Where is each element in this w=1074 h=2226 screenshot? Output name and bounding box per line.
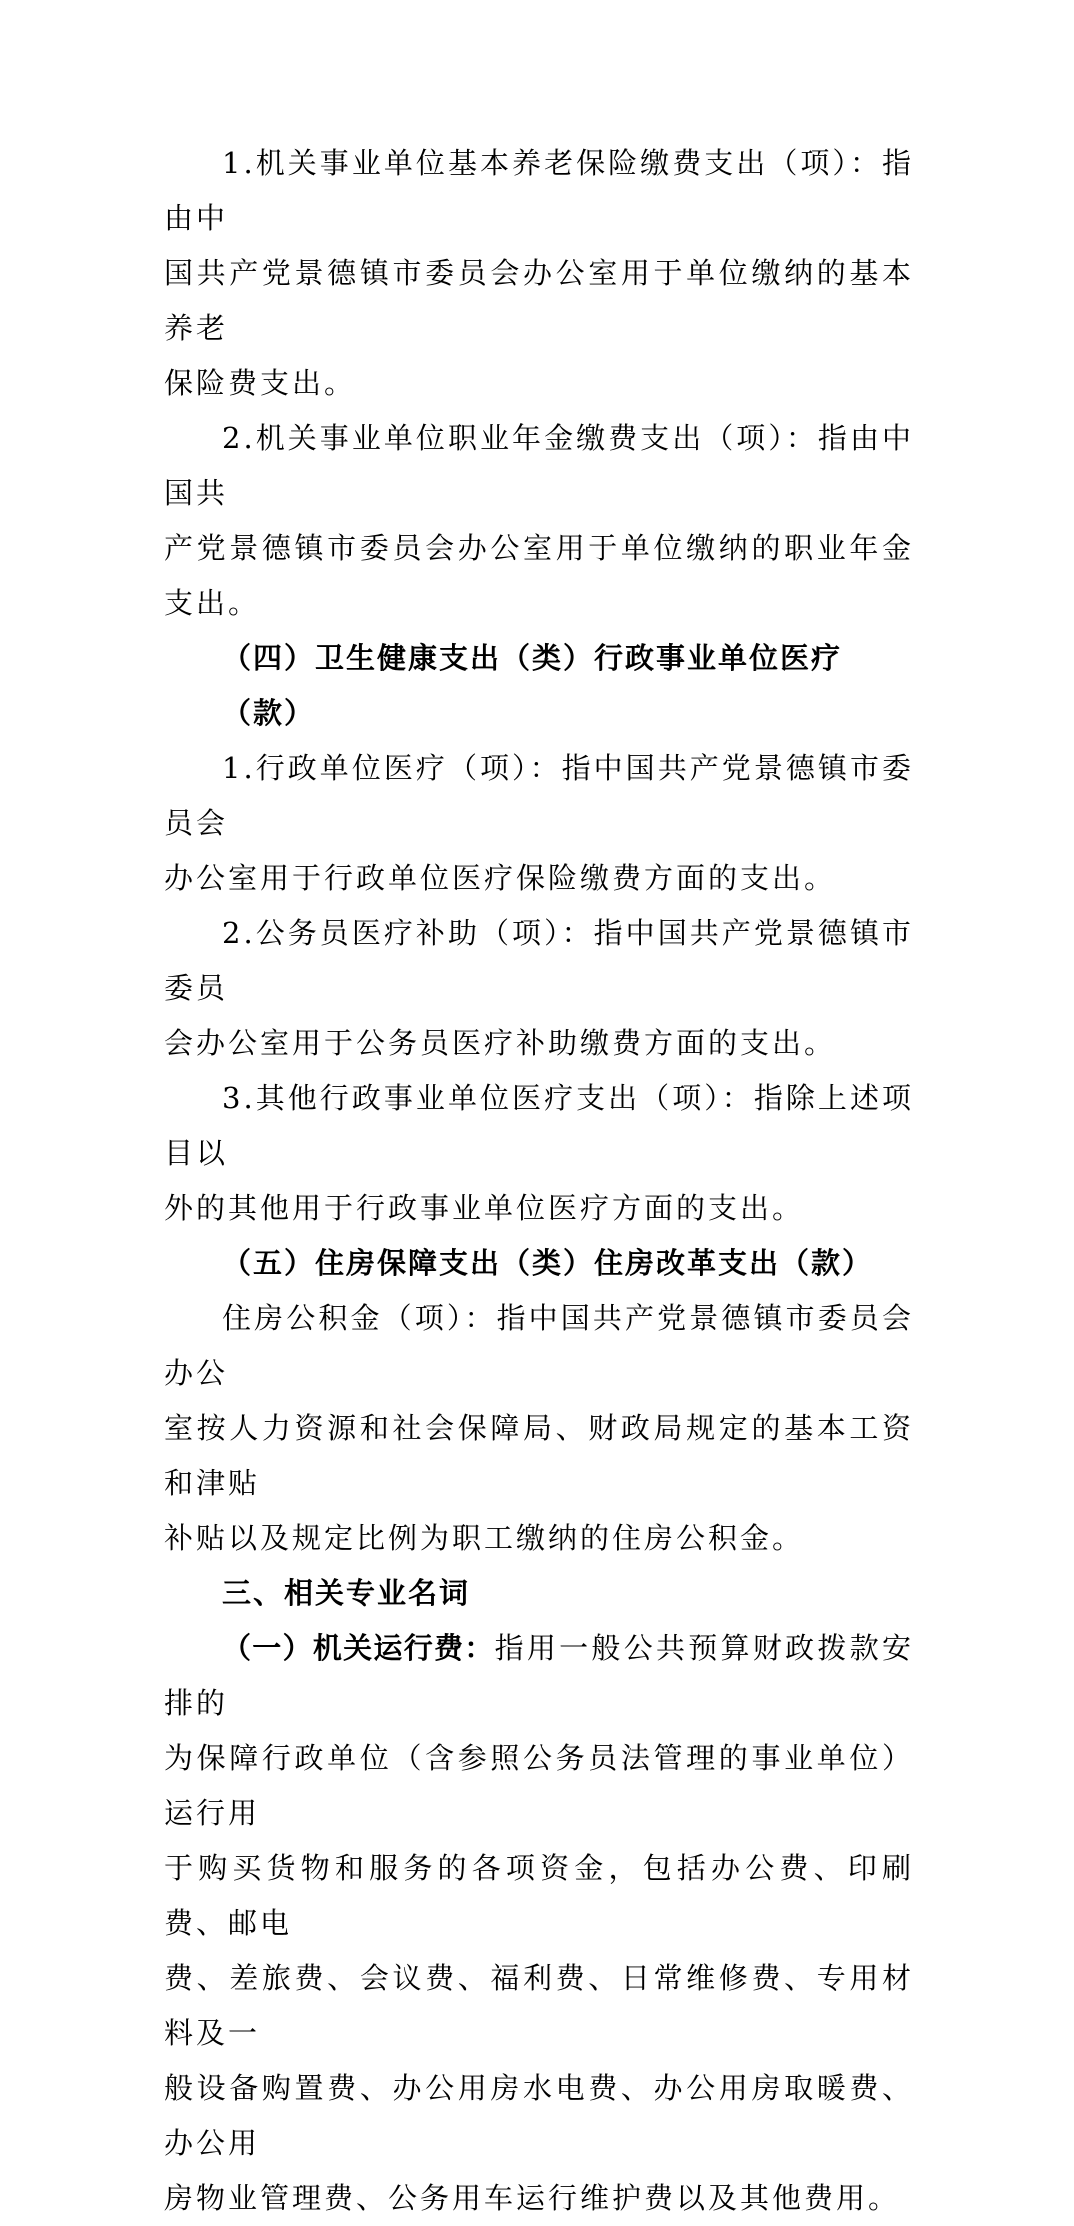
text-line: 般设备购置费、办公用房水电费、办公用房取暖费、办公用 bbox=[164, 2071, 914, 2160]
text-line: 办公室用于行政单位医疗保险缴费方面的支出。 bbox=[164, 861, 837, 895]
paragraph-pension-insurance bbox=[164, 136, 914, 411]
text-line: 房物业管理费、公务用车运行维护费以及其他费用。 bbox=[164, 2181, 901, 2215]
paragraph-civil-servant-medical bbox=[164, 906, 914, 1071]
text-line: 1.机关事业单位基本养老保险缴费支出（项）：指由中 bbox=[164, 146, 914, 235]
heading-housing-expenditure: （五）住房保障支出（类）住房改革支出（款） bbox=[222, 1246, 874, 1280]
text-line: 产党景德镇市委员会办公室用于单位缴纳的职业年金支出。 bbox=[164, 531, 914, 620]
document-body bbox=[164, 136, 914, 2226]
text-line: 室按人力资源和社会保障局、财政局规定的基本工资和津贴 bbox=[164, 1411, 914, 1500]
text-line: 补贴以及规定比例为职工缴纳的住房公积金。 bbox=[164, 1521, 805, 1555]
text-line: 会办公室用于公务员医疗补助缴费方面的支出。 bbox=[164, 1026, 837, 1060]
text-line: 于购买货物和服务的各项资金，包括办公费、印刷费、邮电 bbox=[164, 1851, 914, 1940]
text-line: 指用一般公共预算财政拨款安排的 bbox=[164, 1631, 914, 1720]
paragraph-occupational-annuity bbox=[164, 411, 914, 631]
paragraph-other-medical bbox=[164, 1071, 914, 1236]
term-label: （一）机关运行费： bbox=[222, 1631, 495, 1665]
section-heading-terms: 三、相关专业名词 bbox=[222, 1576, 471, 1610]
text-line: 2.公务员医疗补助（项）：指中国共产党景德镇市委员 bbox=[164, 916, 914, 1005]
text-line: 外的其他用于行政事业单位医疗方面的支出。 bbox=[164, 1191, 805, 1225]
paragraph-admin-medical bbox=[164, 741, 914, 906]
text-line: 国共产党景德镇市委员会办公室用于单位缴纳的基本养老 bbox=[164, 256, 914, 345]
text-line: 费、差旅费、会议费、福利费、日常维修费、专用材料及一 bbox=[164, 1961, 914, 2050]
text-line: 1.行政单位医疗（项）：指中国共产党景德镇市委员会 bbox=[164, 751, 914, 840]
paragraph-operating-cost bbox=[164, 1621, 914, 2226]
text-line: 3.其他行政事业单位医疗支出（项）：指除上述项目以 bbox=[164, 1081, 914, 1170]
text-line: 住房公积金（项）：指中国共产党景德镇市委员会办公 bbox=[164, 1301, 914, 1390]
text-line: 为保障行政单位（含参照公务员法管理的事业单位）运行用 bbox=[164, 1741, 914, 1830]
paragraph-housing-fund bbox=[164, 1291, 914, 1566]
text-line: 保险费支出。 bbox=[164, 366, 357, 400]
text-line: 2.机关事业单位职业年金缴费支出（项）：指由中国共 bbox=[164, 421, 914, 510]
heading-health-expenditure: （四）卫生健康支出（类）行政事业单位医疗（款） bbox=[222, 641, 843, 730]
